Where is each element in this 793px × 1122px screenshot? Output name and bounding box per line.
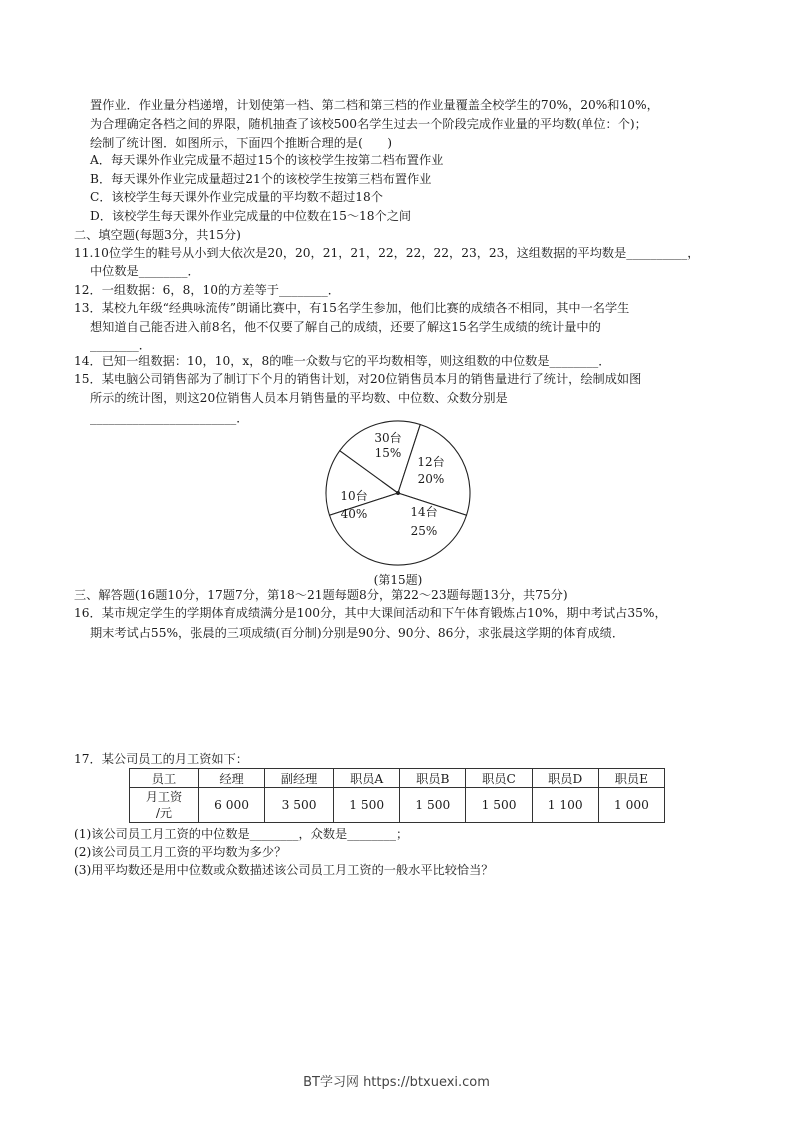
pie-chart xyxy=(318,420,478,590)
q11-line-2: 中位数是________． xyxy=(90,264,200,278)
q13-line-3: ________． xyxy=(90,338,151,352)
table-header-cell: 员工 xyxy=(130,769,199,788)
slice-percent-20: 20% xyxy=(417,472,445,486)
slice-percent-25: 25% xyxy=(410,524,438,538)
table-header-cell: 职员B xyxy=(400,769,466,788)
slice-percent-40: 40% xyxy=(340,507,368,521)
option-b: B．每天课外作业完成量超过21个的该校学生按第三档布置作业 xyxy=(90,172,432,186)
table-cell: 1 500 xyxy=(334,788,400,823)
table-header-cell: 职员D xyxy=(532,769,598,788)
slice-label-30: 30台 xyxy=(374,431,402,445)
footer-watermark: BT学习网 https://btxuexi.com xyxy=(303,1075,490,1090)
table-row xyxy=(130,769,665,788)
option-d: D．该校学生每天课外作业完成量的中位数在15～18个之间 xyxy=(90,209,412,223)
wage-table xyxy=(129,768,665,823)
section-answer-heading: 三、解答题(16题10分，17题7分，第18～21题每题8分，第22～23题每题13分，共75分) xyxy=(74,588,568,602)
q15-line-3: ________________________． xyxy=(90,411,249,425)
q11-line-1: 11.10位学生的鞋号从小到大依次是20，20，21，21，22，22，22，23，23，这组数据的平均数是__________， xyxy=(74,246,700,260)
table-header-cell: 职员A xyxy=(334,769,400,788)
option-a: A．每天课外作业完成量不超过15个的该校学生按第二档布置作业 xyxy=(90,153,444,167)
row-label-cell xyxy=(130,788,199,823)
row-label-line-2: /元 xyxy=(155,806,173,820)
pie-center-dot xyxy=(396,491,400,495)
slice-label-10: 10台 xyxy=(340,489,368,503)
row-label-line-1: 月工资 xyxy=(145,790,183,804)
q12: 12．一组数据：6，8，10的方差等于________． xyxy=(74,283,340,297)
q17-sub-1: (1)该公司员工月工资的中位数是________，众数是________； xyxy=(74,827,409,841)
slice-label-12: 12台 xyxy=(417,455,445,469)
q17-sub-2: (2)该公司员工月工资的平均数为多少？ xyxy=(74,845,287,859)
q17-sub-3: (3)用平均数还是用中位数或众数描述该公司员工月工资的一般水平比较恰当？ xyxy=(74,863,494,877)
slice-label-14: 14台 xyxy=(410,505,438,519)
table-cell: 1 500 xyxy=(466,788,532,823)
slice-percent-15: 15% xyxy=(374,446,402,460)
section-fill-in-heading: 二、填空题(每题3分，共15分) xyxy=(74,228,241,242)
intro-line-1: 置作业．作业量分档递增，计划使第一档、第二档和第三档的作业量覆盖全校学生的70%，20%和10%， xyxy=(90,98,659,112)
table-cell: 1 000 xyxy=(598,788,664,823)
q14: 14．已知一组数据：10，10，x，8的唯一众数与它的平均数相等，则这组数的中位数是________． xyxy=(74,354,611,368)
table-header-cell: 职员C xyxy=(466,769,532,788)
q13-line-1: 13．某校九年级“经典咏流传”朗诵比赛中，有15名学生参加，他们比赛的成绩各不相同，其中一名学生 xyxy=(74,301,630,315)
table-header-cell: 副经理 xyxy=(265,769,334,788)
table-header-cell: 经理 xyxy=(198,769,264,788)
option-c: C．该校学生每天课外作业完成量的平均数不超过18个 xyxy=(90,190,383,204)
table-cell: 3 500 xyxy=(265,788,334,823)
q16-line-2: 期末考试占55%，张晨的三项成绩(百分制)分别是90分、90分、86分，求张晨这学期的体育成绩． xyxy=(90,626,625,640)
intro-line-2: 为合理确定各档之间的界限，随机抽查了该校500名学生过去一个阶段完成作业量的平均数(单位：个)； xyxy=(90,117,647,131)
table-cell: 1 500 xyxy=(400,788,466,823)
q16-line-1: 16．某市规定学生的学期体育成绩满分是100分，其中大课间活动和下午体育锻炼占10%，期中考试占35%， xyxy=(74,606,667,620)
table-cell: 1 100 xyxy=(532,788,598,823)
q17-title: 17．某公司员工的月工资如下： xyxy=(74,752,248,766)
table-cell: 6 000 xyxy=(198,788,264,823)
intro-line-3: 绘制了统计图．如图所示，下面四个推断合理的是( ) xyxy=(90,136,393,150)
q15-line-1: 15．某电脑公司销售部为了制订下个月的销售计划，对20位销售员本月的销售量进行了统计，绘制成如图 xyxy=(74,372,642,386)
chart-caption: (第15题) xyxy=(373,573,423,587)
q13-line-2: 想知道自己能否进入前8名，他不仅要了解自己的成绩，还要了解这15名学生成绩的统计量中的 xyxy=(90,320,601,334)
table-header-cell: 职员E xyxy=(598,769,664,788)
q15-line-2: 所示的统计图，则这20位销售人员本月销售量的平均数、中位数、众数分别是 xyxy=(90,391,508,405)
table-row xyxy=(130,788,665,823)
